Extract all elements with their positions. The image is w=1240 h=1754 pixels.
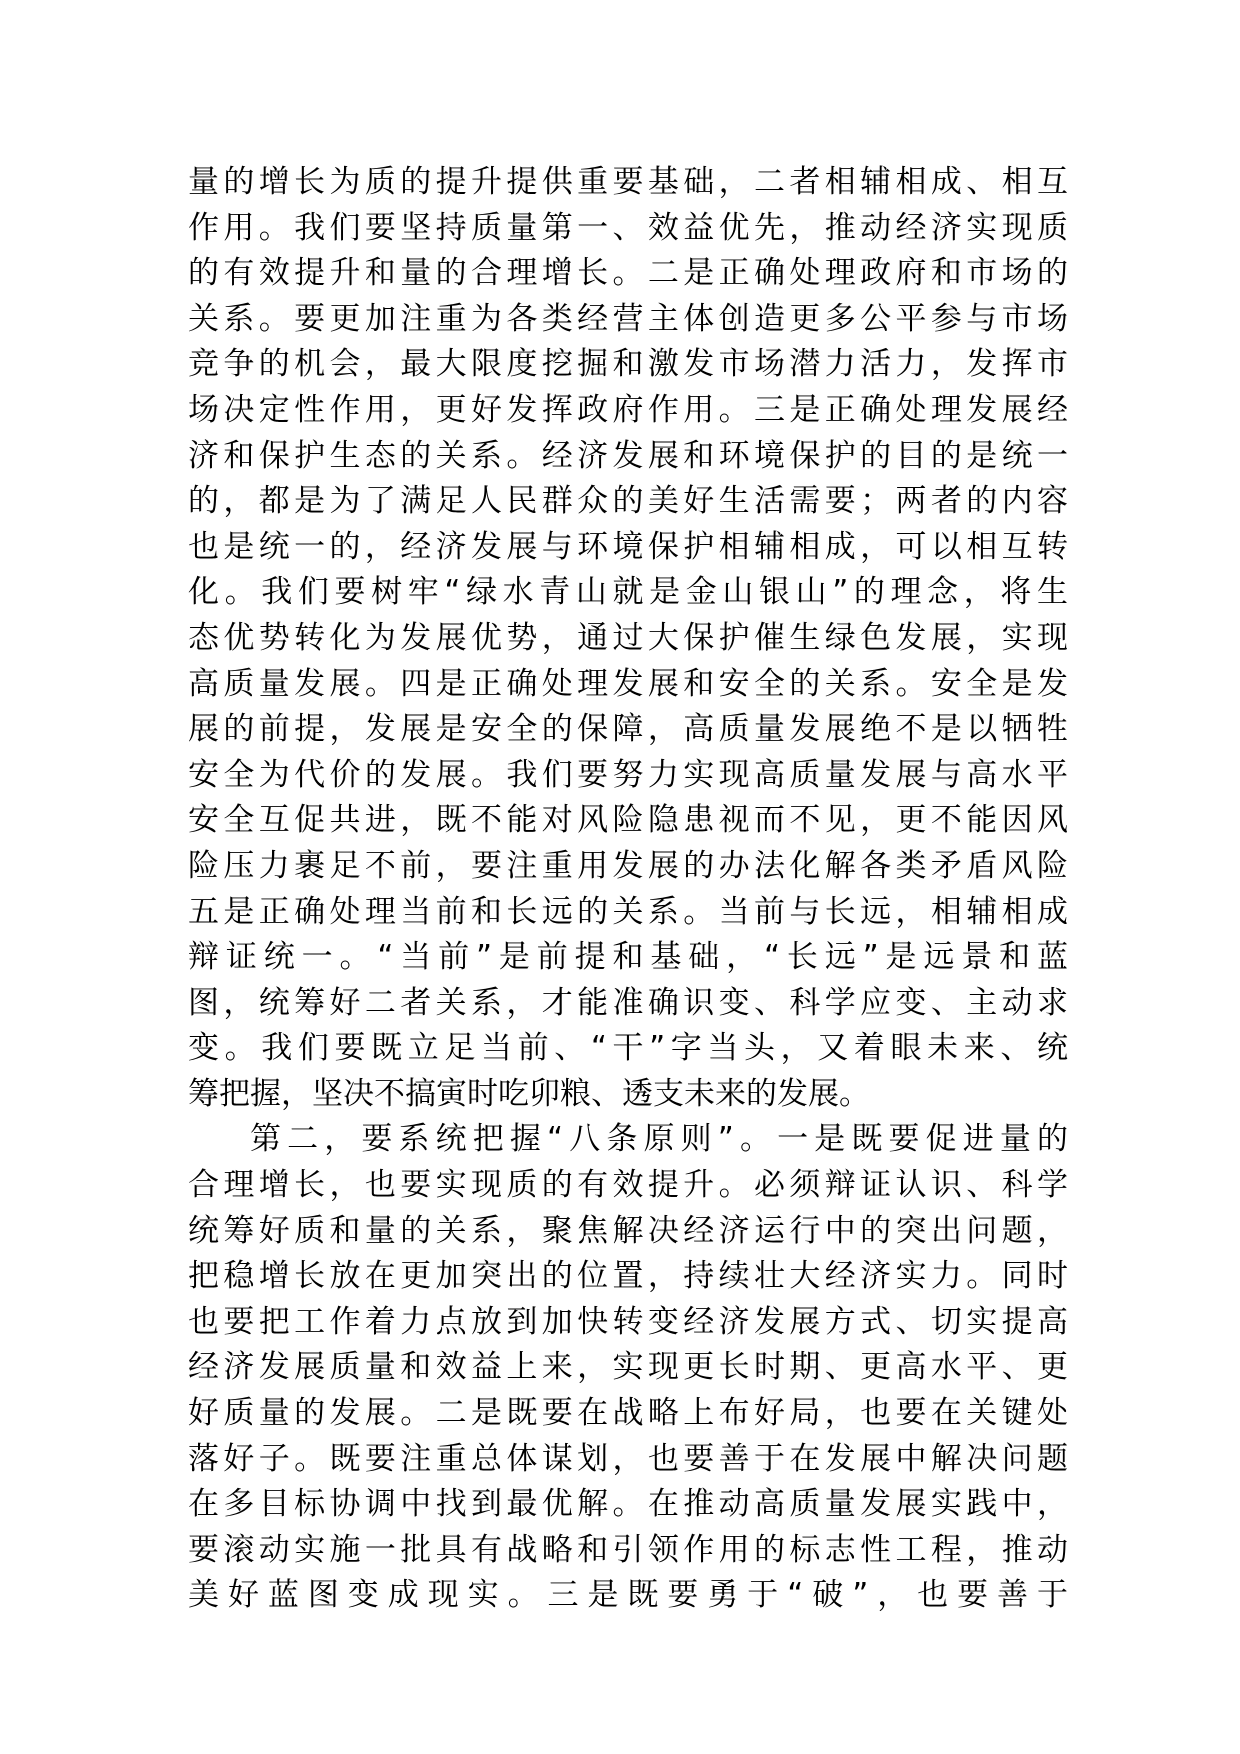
text-line: 辩证统一。“当前”是前提和基础，“长远”是远景和蓝 bbox=[188, 939, 1068, 976]
text-line: 竞争的机会，最大限度挖掘和激发市场潜力活力，发挥市 bbox=[188, 346, 1068, 383]
text-line: 化。我们要树牢“绿水青山就是金山银山”的理念，将生 bbox=[188, 574, 1068, 611]
text-line: 济和保护生态的关系。经济发展和环境保护的目的是统一 bbox=[188, 437, 1068, 474]
text-line: 统筹好质和量的关系，聚焦解决经济运行中的突出问题， bbox=[188, 1212, 1068, 1249]
text-line: 安全为代价的发展。我们要努力实现高质量发展与高水平 bbox=[188, 756, 1068, 793]
text-line: 要滚动实施一批具有战略和引领作用的标志性工程，推动 bbox=[188, 1531, 1068, 1568]
text-line: 的，都是为了满足人民群众的美好生活需要；两者的内容 bbox=[188, 483, 1068, 520]
text-line-paragraph-start: 第二，要系统把握“八条原则”。一是既要促进量的 bbox=[250, 1121, 1068, 1158]
text-line: 险压力裹足不前，要注重用发展的办法化解各类矛盾风险 bbox=[188, 847, 1068, 884]
text-line: 高质量发展。四是正确处理发展和安全的关系。安全是发 bbox=[188, 665, 1068, 702]
body-text bbox=[188, 160, 1068, 1619]
text-line: 也要把工作着力点放到加快转变经济发展方式、切实提高 bbox=[188, 1303, 1068, 1340]
text-line: 作用。我们要坚持质量第一、效益优先，推动经济实现质 bbox=[188, 209, 1068, 246]
text-line-paragraph-end: 筹把握，坚决不搞寅时吃卯粮、透支未来的发展。 bbox=[188, 1075, 870, 1112]
text-line: 把稳增长放在更加突出的位置，持续壮大经济实力。同时 bbox=[188, 1258, 1068, 1295]
text-line: 场决定性作用，更好发挥政府作用。三是正确处理发展经 bbox=[188, 391, 1068, 428]
text-line: 变。我们要既立足当前、“干”字当头，又着眼未来、统 bbox=[188, 1030, 1068, 1067]
text-line: 的有效提升和量的合理增长。二是正确处理政府和市场的 bbox=[188, 255, 1068, 292]
text-line: 合理增长，也要实现质的有效提升。必须辩证认识、科学 bbox=[188, 1167, 1068, 1204]
text-line: 关系。要更加注重为各类经营主体创造更多公平参与市场 bbox=[188, 300, 1068, 337]
text-line: 美好蓝图变成现实。三是既要勇于“破”，也要善于 bbox=[188, 1577, 1068, 1614]
text-line: 量的增长为质的提升提供重要基础，二者相辅相成、相互 bbox=[188, 164, 1068, 200]
text-line: 落好子。既要注重总体谋划，也要善于在发展中解决问题 bbox=[188, 1440, 1068, 1477]
text-line: 五是正确处理当前和长远的关系。当前与长远，相辅相成 bbox=[188, 893, 1068, 930]
text-line: 态优势转化为发展优势，通过大保护催生绿色发展，实现 bbox=[188, 619, 1068, 656]
text-line: 也是统一的，经济发展与环境保护相辅相成，可以相互转 bbox=[188, 528, 1068, 565]
text-line: 好质量的发展。二是既要在战略上布好局，也要在关键处 bbox=[188, 1395, 1068, 1432]
text-line: 安全互促共进，既不能对风险隐患视而不见，更不能因风 bbox=[188, 802, 1068, 839]
text-line: 图，统筹好二者关系，才能准确识变、科学应变、主动求 bbox=[188, 984, 1068, 1021]
text-line: 在多目标协调中找到最优解。在推动高质量发展实践中， bbox=[188, 1486, 1068, 1523]
text-line: 展的前提，发展是安全的保障，高质量发展绝不是以牺牲 bbox=[188, 711, 1068, 748]
text-line: 经济发展质量和效益上来，实现更长时期、更高水平、更 bbox=[188, 1349, 1068, 1386]
